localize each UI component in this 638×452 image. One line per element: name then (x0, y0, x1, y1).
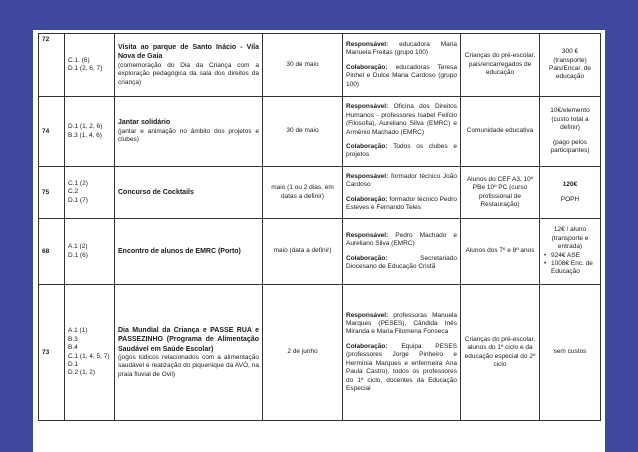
table-row (39, 97, 601, 167)
target-public: Alunos do CEF A3, 10º PBe 10º PC (curso profissional de Restauração) (461, 167, 540, 219)
target-public: Crianças do pré-escolar, alunos do 1º ciclo e da educação especial do 2º ciclo (461, 285, 540, 421)
cost-cell (540, 167, 601, 219)
collaboration-text: Todos os clubes e projetos (346, 142, 457, 159)
code: B.3 (68, 335, 78, 343)
activity-date: maio (1 ou 2 dias, em datas a definir) (263, 167, 343, 219)
activity-cell (115, 285, 263, 421)
activity-description: (jantar e animação no âmbito dos projetos e clubes) (118, 127, 259, 144)
responsible-label: Responsável: (346, 172, 389, 180)
table-row (39, 219, 601, 285)
cost-cell (540, 219, 601, 285)
activity-title: Concurso de Cocktails (118, 188, 194, 196)
objective-codes (65, 219, 115, 285)
cost-line: 10€/elemento (550, 107, 590, 115)
responsible-text: professoras Manuela Marques (PESES), Cândida Inês Miranda e Maria Filomena Fonseca (346, 311, 458, 336)
code: D.1 (1, 2, 6) (68, 123, 103, 131)
table-row (39, 34, 601, 97)
cost-line: POPH (560, 195, 580, 203)
target-public: Alunos dos 7º e 8º anos (461, 219, 540, 285)
responsibles-cell (343, 167, 461, 219)
code: D.1 (7) (68, 196, 88, 204)
activity-number: 74 (39, 97, 65, 167)
code: B.4 (68, 344, 78, 352)
cost-cell (540, 285, 601, 421)
target-public: Crianças do pré-escolar, pais/encarregados de educação (461, 34, 540, 97)
code: C.1. (6) (68, 56, 90, 64)
activity-date: 30 de maio (263, 34, 343, 97)
code: C.1 (1, 4, 5, 7) (68, 352, 110, 360)
document-page (33, 30, 605, 452)
code: D.1 (2, 6, 7) (68, 65, 103, 72)
activity-title: Visita ao parque de Santo Inácio - Vila Nova de Gaia (118, 43, 259, 61)
activity-cell (115, 167, 263, 219)
activity-date: 30 de maio (263, 97, 343, 167)
cost-cell (540, 34, 601, 97)
responsibles-cell (343, 97, 461, 167)
cost-line: 300 € (561, 48, 579, 56)
responsible-text: educadora Maria Manuela Freitas (grupo 100) (346, 40, 457, 57)
activity-number: 72 (39, 34, 65, 97)
code: B.3 (1, 4, 6) (68, 131, 102, 139)
collaboration-text: Equipa PESES (professores Jorge Pinheiro e Hermínia Marques e enfermeira Ana Paula Castro), todos os professores do 1º ciclo, docentes da Educação Especial (346, 342, 457, 393)
cost-bullet-list (543, 252, 597, 277)
responsible-label: Responsável: (346, 103, 389, 111)
code: D.1 (6) (68, 251, 88, 259)
responsibles-cell (343, 34, 461, 97)
activity-number: 68 (39, 219, 65, 285)
activity-description: (jogos lúdicos relacionados com a alimentação saudável e realização do piquenique da AVÓ, na praia fluvial de Ovil) (118, 354, 259, 378)
activity-cell (115, 219, 263, 285)
objective-codes (65, 34, 115, 97)
table-row (39, 285, 601, 421)
cost-line: 12€ / aluno (transporte e entrada) (551, 226, 589, 251)
activity-cell (115, 34, 263, 97)
activity-date: maio (data a definir) (263, 219, 343, 285)
collaboration-label: Colaboração: (346, 63, 388, 71)
collaboration-label: Colaboração: (346, 195, 388, 203)
code: D.1 (68, 360, 79, 368)
activity-title: Dia Mundial da Criança e PASSE RUA e PASSEZINHO (Programa de Alimentação Saudável em Saúde Escolar) (118, 326, 259, 353)
collaboration-label: Colaboração: (346, 254, 388, 262)
collaboration-text: educadoras Teresa Pinhel e Dulce Maria Cardoso (grupo 100) (346, 63, 457, 88)
activities-table (38, 33, 601, 421)
table-row (39, 167, 601, 219)
cost-line: Pais/Encar. de educação (549, 65, 591, 81)
objective-codes (65, 167, 115, 219)
target-public: Comunidade educativa (461, 97, 540, 167)
responsible-text: Pedro Machado e Aureliano Silva (EMRC) (346, 231, 458, 248)
cost-line: (pago pelos participantes) (550, 138, 590, 155)
objective-codes (65, 285, 115, 421)
activity-date: 2 de junho (263, 285, 343, 421)
cost-cell (540, 97, 601, 167)
activity-title: Jantar solidário (118, 119, 171, 127)
cost-bullet: • 1008€ Enc. de Educação (551, 260, 597, 277)
code: D.2 (1, 2) (68, 369, 96, 377)
collaboration-label: Colaboração: (346, 142, 388, 150)
code: A.1 (2) (68, 243, 88, 251)
cost-line: (custo total a definir) (551, 115, 589, 132)
cost-bullet: • 924€ ASE (551, 252, 597, 260)
cost-line: (transporte) (553, 56, 587, 64)
activity-number: 75 (39, 167, 65, 219)
objective-codes (65, 97, 115, 167)
responsibles-cell (343, 219, 461, 285)
cost-line: sem custos (553, 348, 587, 356)
code: C.2 (68, 188, 79, 196)
code: A.1 (1) (68, 327, 88, 335)
code: C.1 (2) (68, 179, 88, 187)
responsible-text: formador técnico João Cardoso (346, 172, 457, 189)
cost-line: 120€ (562, 181, 578, 189)
activity-number: 73 (39, 285, 65, 421)
activity-description: (comemoração do Dia da Criança com a exploração pedagógica da sala dos direitos da criança) (118, 61, 259, 86)
responsibles-cell (343, 285, 461, 421)
activity-title: Encontro de alunos de EMRC (Porto) (118, 247, 241, 255)
responsible-text: Oficina dos Direitos Humanos - professores Isabel Felício (Filosofia), Aureliano Silva (EMRC) e Armênio Machado (EMRC) (346, 103, 457, 136)
activity-cell (115, 97, 263, 167)
collaboration-text: Secretariado Diocesano de Educação Cristã (346, 254, 457, 270)
responsible-label: Responsável: (346, 231, 389, 239)
collaboration-label: Colaboração: (346, 342, 388, 350)
responsible-label: Responsável: (346, 311, 389, 319)
responsible-label: Responsável: (346, 40, 389, 48)
collaboration-text: formador técnico Pedro Esteves e Fernando Teles (346, 195, 458, 211)
